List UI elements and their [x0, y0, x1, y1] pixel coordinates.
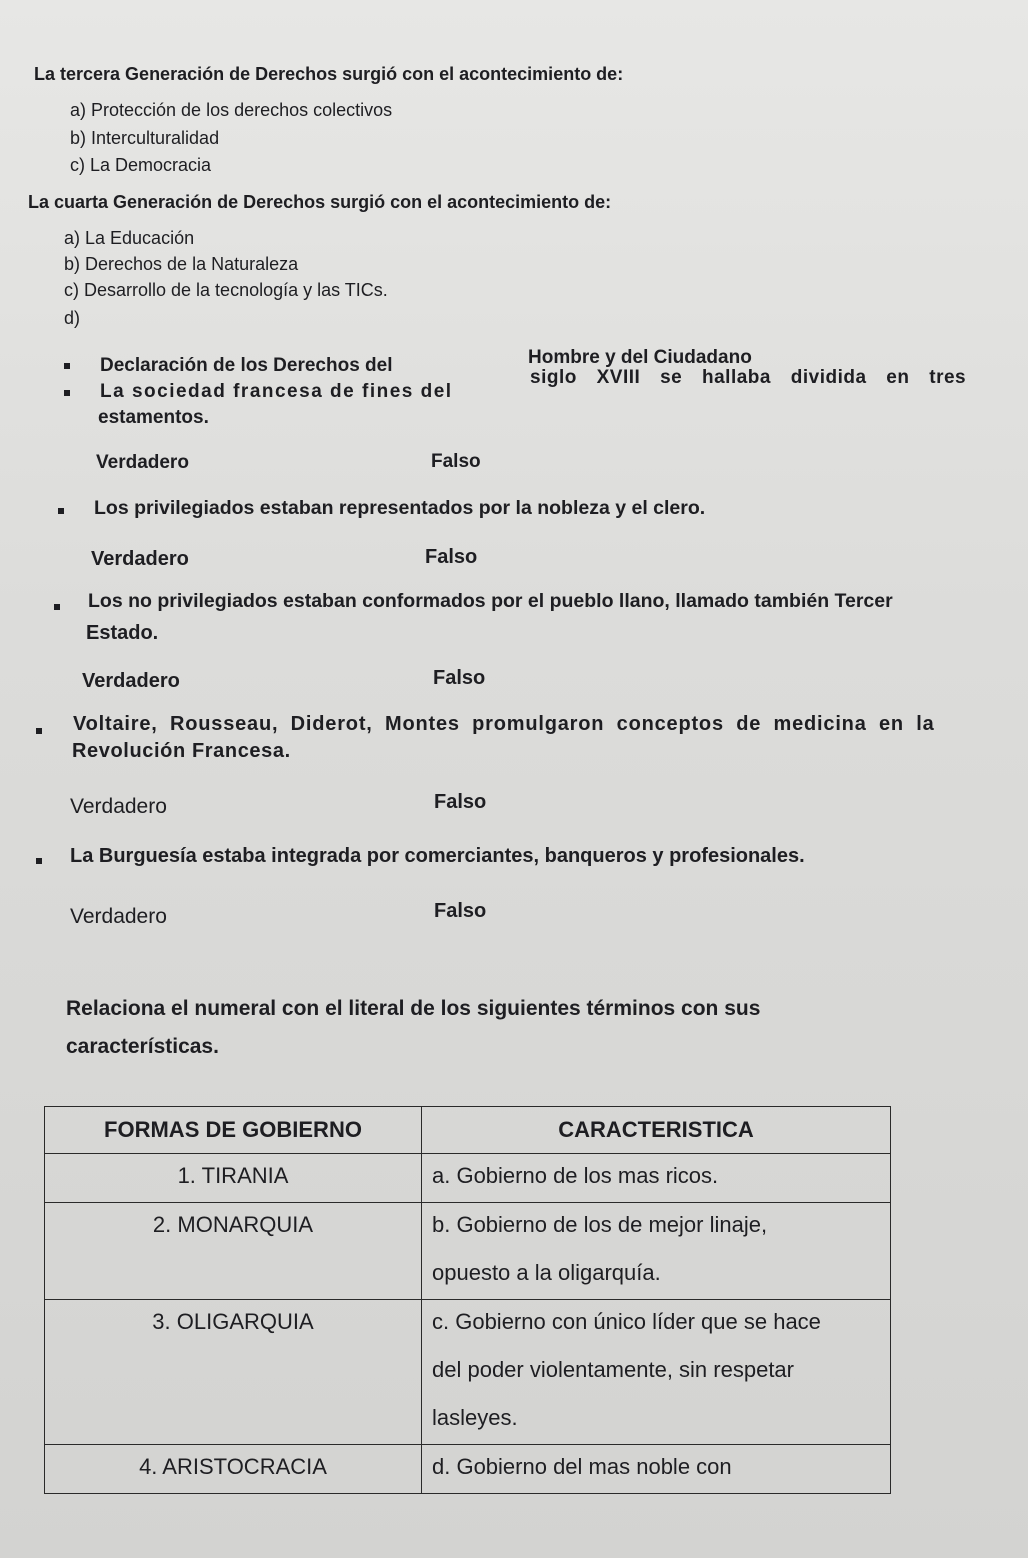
form-cell: 1. TIRANIA	[45, 1154, 422, 1203]
characteristic-cell	[422, 1203, 891, 1300]
form-cell: 4. ARISTOCRACIA	[45, 1445, 422, 1494]
form-cell: 3. OLIGARQUIA	[45, 1300, 422, 1445]
false-option[interactable]: Falso	[434, 900, 487, 922]
question-third-generation: La tercera Generación de Derechos surgió con el acontecimiento de:	[34, 64, 624, 84]
tf-statement-1-line2: estamentos.	[98, 407, 209, 428]
tf-statement-1-left: La sociedad francesa de fines del	[100, 381, 453, 402]
bullet	[54, 604, 60, 610]
characteristic-line: opuesto a la oligarquía.	[432, 1260, 661, 1285]
true-option[interactable]: Verdadero	[96, 452, 189, 473]
bullet	[36, 858, 42, 864]
option-b[interactable]: b) Interculturalidad	[70, 128, 220, 148]
bullet	[64, 363, 70, 369]
option-b[interactable]: b) Derechos de la Naturaleza	[64, 254, 299, 274]
tf-statement-3: Los no privilegiados estaban conformados por el pueblo llano, llamado también Tercer	[88, 590, 893, 612]
header-characteristic: CARACTERISTICA	[422, 1107, 891, 1154]
tf-statement-5: La Burguesía estaba integrada por comerciantes, banqueros y profesionales.	[70, 845, 805, 867]
true-option[interactable]: Verdadero	[82, 670, 180, 692]
bullet	[58, 508, 64, 514]
option-d[interactable]: d)	[64, 308, 81, 328]
false-option[interactable]: Falso	[425, 546, 478, 568]
tf-statement-3-line2: Estado.	[86, 622, 159, 644]
form-cell: 2. MONARQUIA	[45, 1203, 422, 1300]
option-a[interactable]: a) La Educación	[64, 228, 195, 248]
option-c[interactable]: c) Desarrollo de la tecnología y las TICs.	[64, 280, 388, 300]
characteristic-line: lasleyes.	[432, 1405, 518, 1430]
option-a[interactable]: a) Protección de los derechos colectivos	[70, 100, 393, 120]
false-option[interactable]: Falso	[433, 667, 486, 689]
tf-heading-right: Hombre y del Ciudadano	[528, 347, 752, 368]
true-option[interactable]: Verdadero	[91, 548, 189, 570]
tf-statement-4: Voltaire, Rousseau, Diderot, Montes promulgaron conceptos de medicina en la	[73, 713, 935, 735]
characteristic-line: c. Gobierno con único líder que se hace	[432, 1309, 821, 1334]
characteristic-cell	[422, 1300, 891, 1445]
false-option[interactable]: Falso	[434, 791, 487, 813]
characteristic-cell: d. Gobierno del mas noble con	[422, 1445, 891, 1494]
table-row	[45, 1154, 891, 1203]
bullet	[36, 728, 42, 734]
characteristic-line: del poder violentamente, sin respetar	[432, 1357, 794, 1382]
match-instruction: Relaciona el numeral con el literal de los siguientes términos con sus	[66, 997, 761, 1020]
match-instruction-line2: características.	[66, 1035, 219, 1058]
table-row	[45, 1203, 891, 1300]
tf-statement-1-right: siglo XVIII se hallaba dividida en tres	[530, 367, 967, 388]
table-row	[45, 1445, 891, 1494]
header-forms: FORMAS DE GOBIERNO	[45, 1107, 422, 1154]
false-option[interactable]: Falso	[431, 451, 481, 472]
characteristic-cell: a. Gobierno de los mas ricos.	[422, 1154, 891, 1203]
characteristic-line: b. Gobierno de los de mejor linaje,	[432, 1212, 768, 1237]
table-row	[45, 1300, 891, 1445]
true-option[interactable]: Verdadero	[70, 905, 167, 928]
true-option[interactable]: Verdadero	[70, 795, 167, 818]
tf-heading-left: Declaración de los Derechos del	[100, 355, 393, 376]
tf-statement-2: Los privilegiados estaban representados por la nobleza y el clero.	[94, 497, 706, 519]
bullet	[64, 390, 70, 396]
question-fourth-generation: La cuarta Generación de Derechos surgió con el acontecimiento de:	[28, 192, 612, 212]
matching-table	[44, 1106, 891, 1494]
tf-statement-4-line2: Revolución Francesa.	[72, 740, 291, 762]
option-c[interactable]: c) La Democracia	[70, 155, 212, 175]
